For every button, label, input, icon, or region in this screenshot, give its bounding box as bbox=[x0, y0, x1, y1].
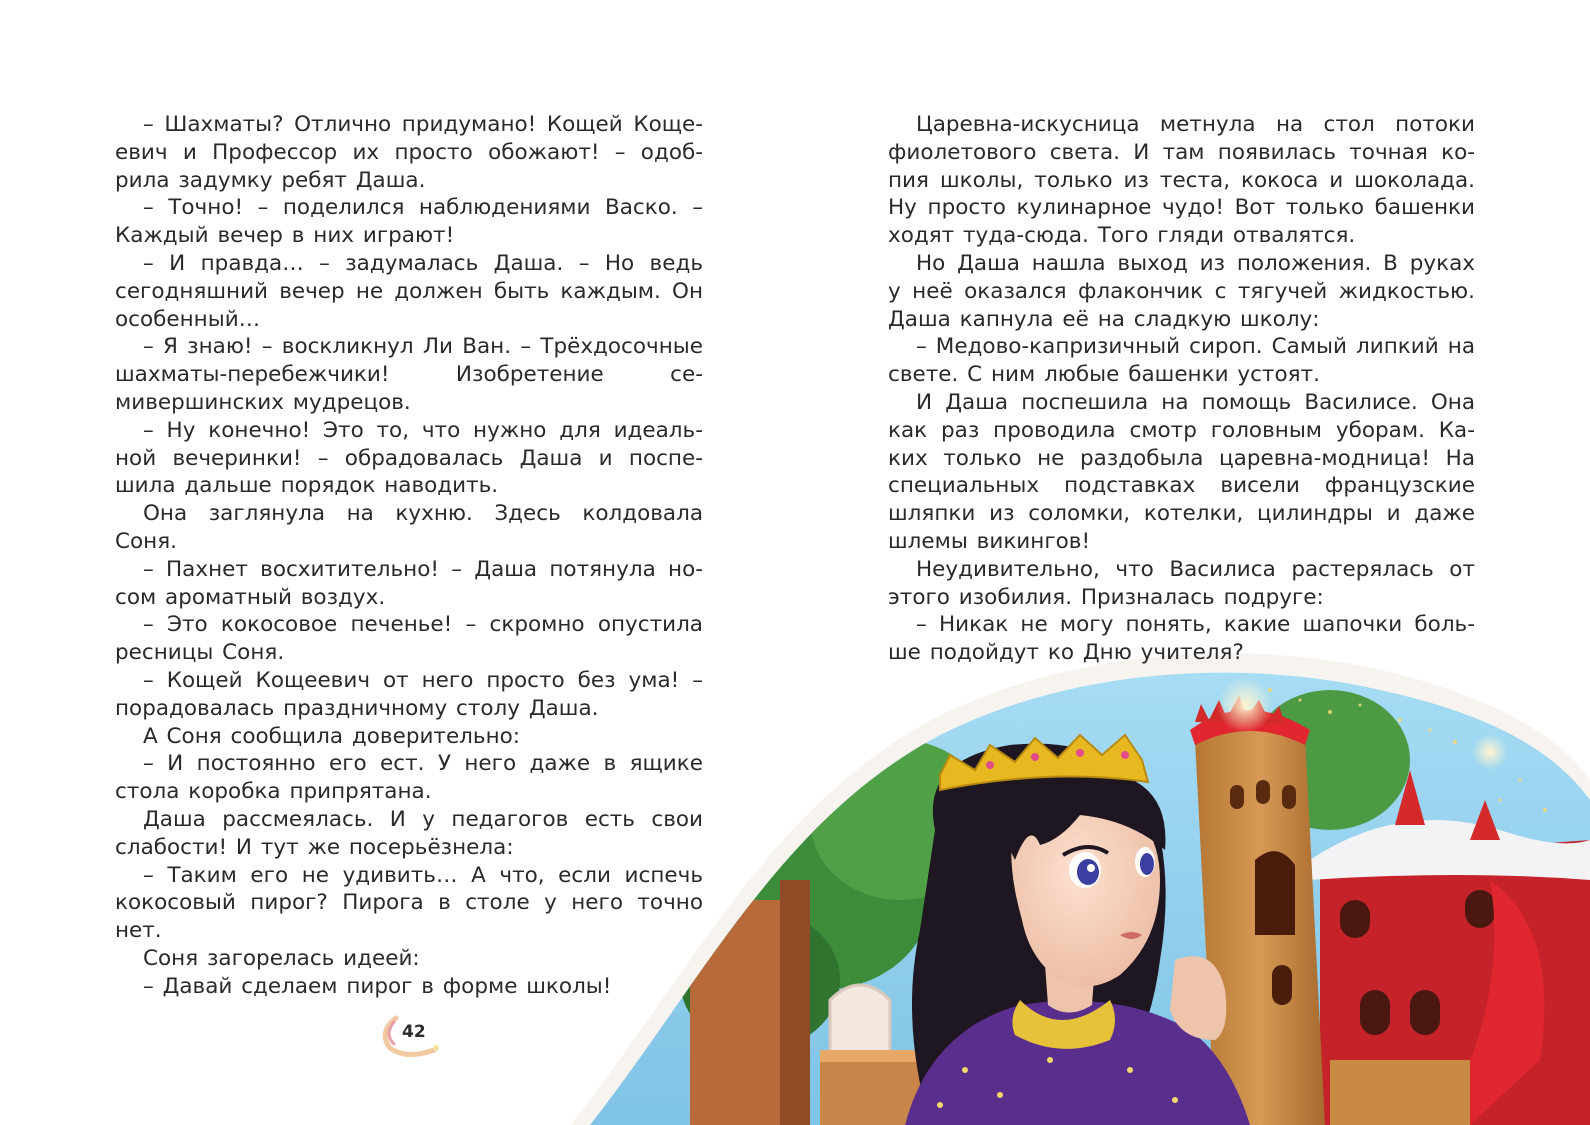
right-page-text bbox=[888, 111, 1475, 667]
paragraph: – Кощей Кощеевич от него просто без ума! – порадовалась праздничному столу Даша. bbox=[115, 667, 703, 721]
paragraph: И Даша поспешила на помощь Василисе. Она как раз проводила смотр головным уборам. Каких только не раздобыла царевна-модница! На специальных подставках висели французские шляпки из соломки, котелки, цилиндры и даже шлемы викингов! bbox=[888, 389, 1475, 554]
paragraph: – Точно! – поделился наблюдениями Васко. – Каждый вечер в них играют! bbox=[115, 195, 703, 249]
paragraph: Неудивительно, что Василиса растерялась от этого изобилия. Призналась подруге: bbox=[888, 556, 1475, 610]
paragraph: Она заглянула на кухню. Здесь колдовала Соня. bbox=[115, 501, 703, 554]
paragraph: – Медово-капризичный сироп. Самый липкий на свете. С ним любые башенки устоят. bbox=[888, 334, 1475, 388]
paragraph: Соня загорелась идеей: bbox=[143, 945, 420, 971]
paragraph: – И правда… – задумалась Даша. – Но ведь сегодняшний вечер не должен быть каждым. Он особенный… bbox=[115, 250, 703, 332]
paragraph: А Соня сообщила доверительно: bbox=[143, 723, 521, 749]
paragraph: – Шахматы? Отлично придумано! Кощей Кощеевич и Профессор их просто обожают! – одобрила задумку ребят Даша. bbox=[115, 112, 703, 193]
paragraph: – Таким его не удивить… А что, если испечь кокосовый пирог? Пирога в столе у него точно нет. bbox=[115, 862, 703, 944]
paragraph: – Ну конечно! Это то, что нужно для идеальной вечеринки! – обрадовалась Даша и поспешила дальше порядок наводить. bbox=[115, 417, 703, 499]
paragraph: – Это кокосовое печенье! – скромно опустила ресницы Соня. bbox=[115, 612, 703, 666]
paragraph: – И постоянно его ест. У него даже в ящике стола коробка припрятана. bbox=[115, 751, 703, 805]
paragraph: Но Даша нашла выход из положения. В руках у неё оказался флакончик с тягучей жидкостью. Даша капнула её на сладкую школу: bbox=[888, 250, 1475, 332]
paragraph: Даша рассмеялась. И у педагогов есть свои слабости! И тут же посерьёзнела: bbox=[115, 806, 703, 860]
paragraph: – Давай сделаем пирог в форме школы! bbox=[143, 973, 612, 999]
left-page-text bbox=[115, 111, 703, 1001]
paragraph: – Никак не могу понять, какие шапочки больше подойдут ко Дню учителя? bbox=[888, 612, 1475, 666]
paragraph: Царевна-искусница метнула на стол потоки фиолетового света. И там появилась точная копия школы, только из теста, кокоса и шоколада. Ну просто кулинарное чудо! Вот только башенки ходят туда-сюда. Того гляди отвалятся. bbox=[888, 112, 1475, 249]
page-number-badge bbox=[376, 1012, 446, 1058]
page-number: 42 bbox=[402, 1022, 426, 1042]
paragraph: – Пахнет восхитительно! – Даша потянула носом ароматный воздух. bbox=[115, 556, 703, 610]
paragraph: – Я знаю! – воскликнул Ли Ван. – Трёхдосочные шахматы-перебежчики! Изобретение семивершинских мудрецов. bbox=[115, 334, 703, 415]
